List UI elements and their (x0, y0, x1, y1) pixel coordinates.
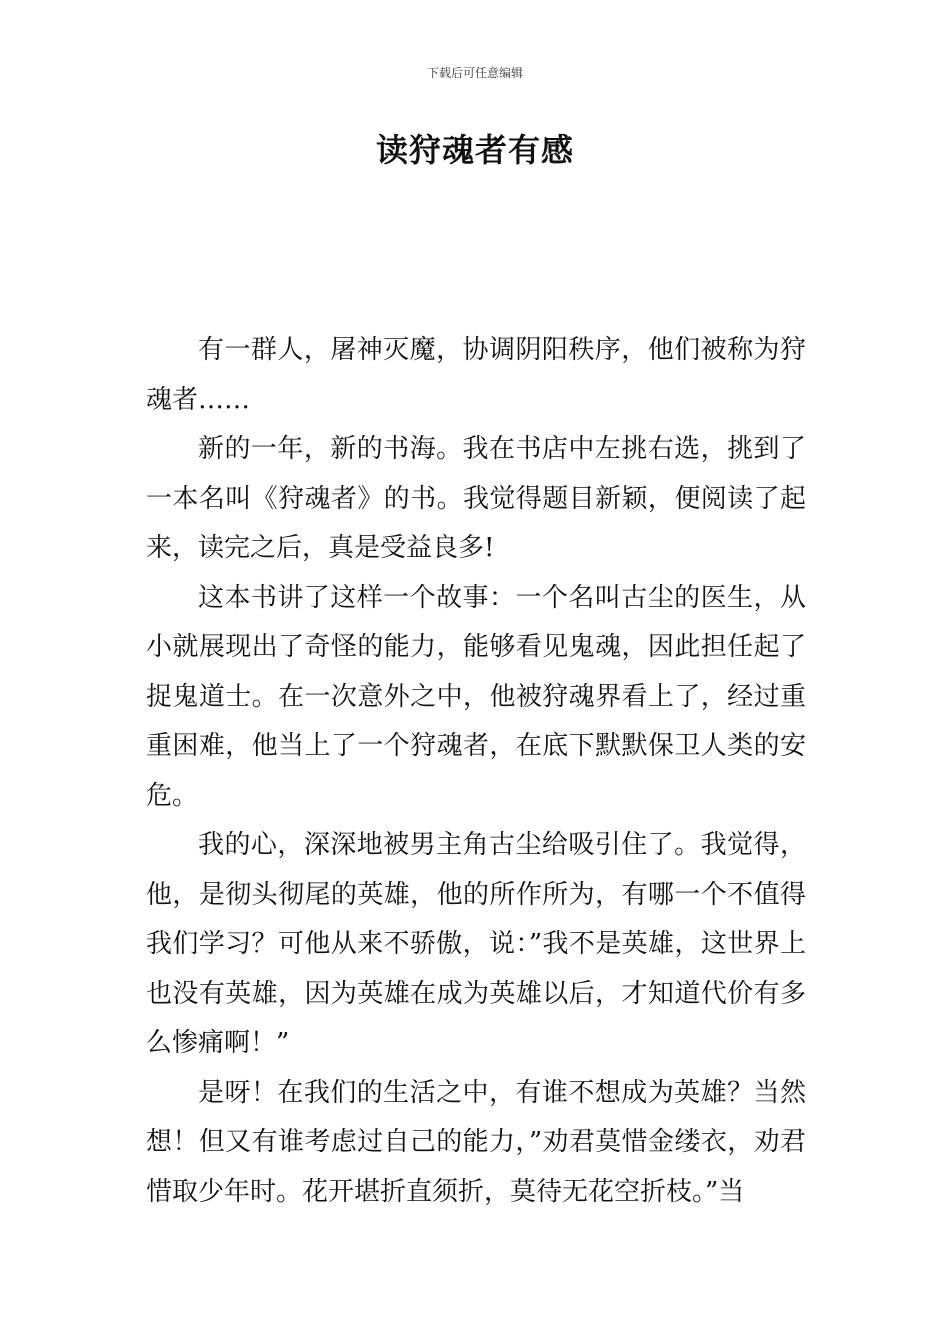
paragraph-2: 新的一年，新的书海。我在书店中左挑右选，挑到了一本名叫《狩魂者》的书。我觉得题目新颖，便阅读了起来，读完之后，真是受益良多! (146, 434, 806, 563)
document-title: 读狩魂者有感 (375, 131, 574, 169)
paragraph-4: 我的心，深深地被男主角古尘给吸引住了。我觉得，他，是彻头彻尾的英雄，他的所作所为，有哪一个不值得我们学习？可他从来不骄傲，说：”我不是英雄，这世界上也没有英雄，因为英雄在成为英雄以后，才知道代价有多么惨痛啊！” (146, 830, 806, 1058)
paragraph-3: 这本书讲了这样一个故事：一个名叫古尘的医生，从小就展现出了奇怪的能力，能够看见鬼魂，因此担任起了捉鬼道士。在一次意外之中，他被狩魂界看上了，经过重重困难，他当上了一个狩魂者，在底下默默保卫人类的安危。 (146, 582, 806, 811)
document-body (146, 326, 806, 1217)
paragraph-1: 有一群人，屠神灭魔，协调阴阳秩序，他们被称为狩魂者…… (146, 335, 806, 415)
paragraph-5: 是呀！在我们的生活之中，有谁不想成为英雄？当然想！但又有谁考虑过自己的能力，”劝君莫惜金缕衣，劝君惜取少年时。花开堪折直须折，莫待无花空折枝。”当 (146, 1077, 806, 1207)
header-note: 下载后可任意编辑 (426, 66, 523, 80)
